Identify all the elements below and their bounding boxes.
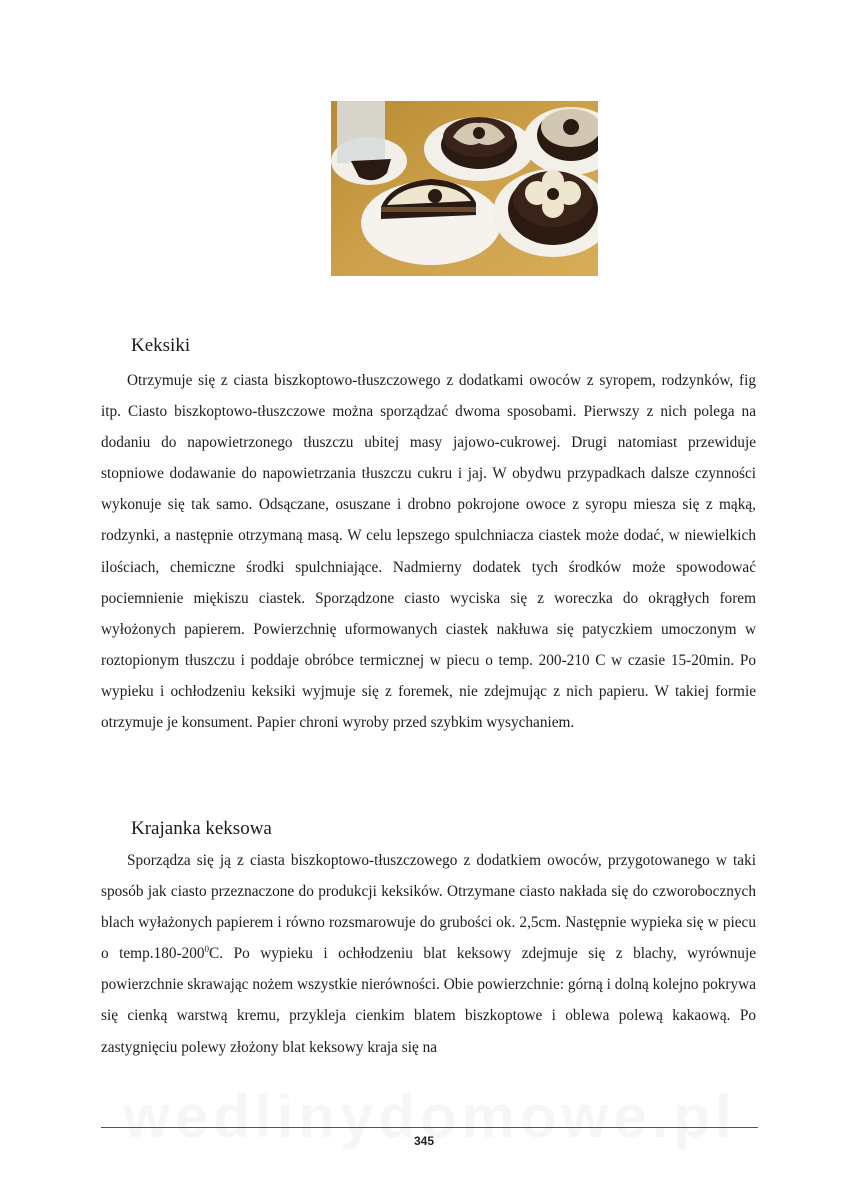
body-text-part1: Sporządza się ją z ciasta biszkoptowo-tłuszczowego z dodatkiem owoców, przygotowanego w taki sposób jak ciasto przeznaczone do produkcji keksików. Otrzymane ciasto nakłada się do czworobocznych blach wyłażonych papierem i równo rozsmarowuje do grubości ok. 2,5cm. Następnie wypieka się w piecu o temp.180-200 <box>101 852 756 963</box>
body-text-part2: C. Po wypieku i ochłodzeniu blat keksowy zdejmuje się z blachy, wyrównuje powierzchnie skrawając nożem wszystkie nierówności. Obie powierzchnie: górną i dolną kolejno pokrywa się cienką warstwą kremu, przykleja cienkim blatem biszkoptowe i oblewa polewą kakaową. Po zastygnięciu polewy złożony blat keksowy kraja się na <box>101 945 756 1056</box>
section-heading-keksiki: Keksiki <box>131 335 191 356</box>
glass <box>337 101 385 163</box>
footer-rule <box>101 1127 758 1128</box>
section-body-krajanka <box>101 845 756 1063</box>
page-number: 345 <box>413 1134 435 1148</box>
degree-superscript: 0 <box>204 944 210 955</box>
cakes-photo <box>331 101 598 276</box>
cakes-photo-icon <box>331 101 598 276</box>
section-heading-krajanka: Krajanka keksowa <box>131 818 272 839</box>
section-body-keksiki: Otrzymuje się z ciasta biszkoptowo-tłuszczowego z dodatkami owoców z syropem, rodzynków, fig itp. Ciasto biszkoptowo-tłuszczowe można sporządzać dwoma sposobami. Pierwszy z nich polega na dodaniu do napowietrzonego tłuszczu ubitej masy jajowo-cukrowej. Drugi natomiast przewiduje stopniowe dodawanie do napowietrzania tłuszczu cukru i jaj. W obydwu przypadkach dalsze czynności wykonuje się tak samo. Odsączane, osuszane i drobno pokrojone owoce z syropu miesza się z mąką, rodzynki, a następnie otrzymaną masą. W celu lepszego spulchniacza ciastek może dodać, w niewielkich ilościach, chemiczne środki spulchniające. Nadmierny dodatek tych środków może spowodować pociemnienie miękiszu ciastek. Sporządzone ciasto wyciska się z woreczka do okrągłych forem wyłożonych papierem. Powierzchnię uformowanych ciastek nakłuwa się patyczkiem umoczonym w roztopionym tłuszczu i poddaje obróbce termicznej w piecu o temp. 200-210 C w czasie 15-20min. Po wypieku i ochłodzeniu keksiki wyjmuje się z foremek, nie zdejmując z nich papieru. W takiej formie otrzymuje je konsument. Papier chroni wyroby przed szybkim wysychaniem. <box>101 372 756 732</box>
